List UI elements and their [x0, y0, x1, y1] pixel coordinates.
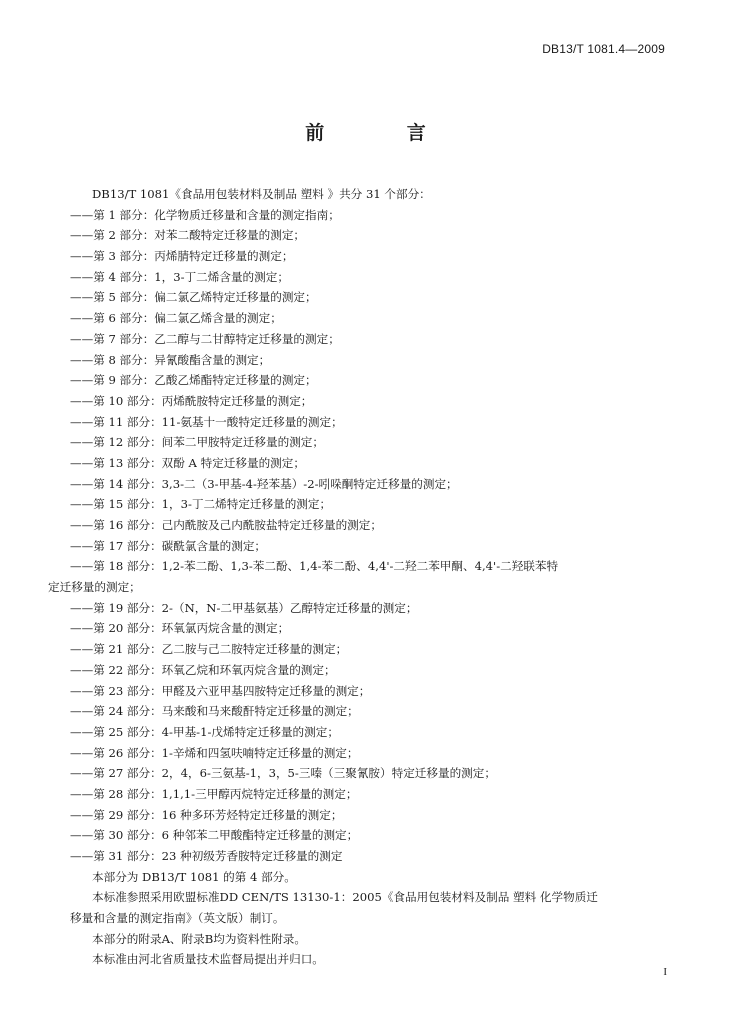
part-18-line-2: 定迁移量的测定；: [48, 580, 141, 595]
paragraph-reference-line-1: 本标准参照采用欧盟标准DD CEN/TS 13130-1：2005《食品用包装材料及制品 塑料 化学物质迁: [92, 890, 598, 905]
list-item: ——第 10 部分：丙烯酰胺特定迁移量的测定；: [70, 393, 313, 408]
document-body: [48, 184, 664, 970]
list-item: ——第 7 部分：乙二醇与二甘醇特定迁移量的测定；: [70, 331, 340, 346]
list-item: ——第 19 部分：2-（N，N-二甲基氨基）乙醇特定迁移量的测定；: [70, 600, 418, 615]
list-item: ——第 26 部分：1-辛烯和四氢呋喃特定迁移量的测定；: [70, 745, 359, 760]
part-18-line-1: ——第 18 部分：1,2-苯二酚、1,3-苯二酚、1,4-苯二酚、4,4'-二羟二苯甲酮、4,4'-二羟联苯特: [70, 559, 559, 574]
list-item: ——第 4 部分：1，3-丁二烯含量的测定；: [70, 269, 289, 284]
list-item: ——第 31 部分：23 种初级芳香胺特定迁移量的测定: [70, 849, 343, 863]
list-item: ——第 15 部分：1，3-丁二烯特定迁移量的测定；: [70, 497, 332, 512]
standard-number: DB13/T 1081.4—2009: [542, 42, 665, 56]
list-item: ——第 28 部分：1,1,1-三甲醇丙烷特定迁移量的测定；: [70, 786, 358, 801]
page-number: I: [663, 966, 667, 978]
list-item: ——第 14 部分：3,3-二（3-甲基-4-羟苯基）-2-吲哚酮特定迁移量的测定；: [70, 476, 458, 491]
list-item: ——第 3 部分：丙烯腈特定迁移量的测定；: [70, 249, 294, 264]
list-item: ——第 6 部分：偏二氯乙烯含量的测定；: [70, 311, 282, 326]
paragraph-part-number: 本部分为 DB13/T 1081 的第 4 部分。: [92, 869, 296, 884]
paragraph-authority: 本标准由河北省质量技术监督局提出并归口。: [92, 952, 324, 967]
list-item: ——第 24 部分：马来酸和马来酸酐特定迁移量的测定；: [70, 704, 359, 719]
list-item: ——第 20 部分：环氧氯丙烷含量的测定；: [70, 621, 290, 636]
list-item: ——第 11 部分：11-氨基十一酸特定迁移量的测定；: [70, 414, 343, 429]
list-item: ——第 25 部分：4-甲基-1-戊烯特定迁移量的测定；: [70, 724, 339, 739]
list-item: ——第 2 部分：对苯二酸特定迁移量的测定；: [70, 228, 306, 243]
list-item: ——第 21 部分：乙二胺与己二胺特定迁移量的测定；: [70, 642, 348, 657]
parts-list: [70, 205, 664, 557]
list-item: ——第 16 部分：己内酰胺及己内酰胺盐特定迁移量的测定；: [70, 518, 382, 532]
list-item: ——第 13 部分：双酚 A 特定迁移量的测定；: [70, 455, 305, 470]
page-title: 前 言: [305, 122, 464, 144]
list-item: ——第 29 部分：16 种多环芳烃特定迁移量的测定；: [70, 807, 343, 822]
list-item: ——第 23 部分：甲醛及六亚甲基四胺特定迁移量的测定；: [70, 683, 371, 698]
list-item: ——第 30 部分：6 种邻苯二甲酸酯特定迁移量的测定；: [70, 828, 359, 843]
list-item: ——第 17 部分：碳酰氯含量的测定；: [70, 538, 267, 553]
list-item: ——第 8 部分：异氰酸酯含量的测定；: [70, 352, 271, 367]
list-item: ——第 1 部分：化学物质迁移量和含量的测定指南；: [70, 207, 340, 222]
paragraph-annex: 本部分的附录A、附录B均为资料性附录。: [92, 931, 306, 946]
list-item: ——第 9 部分：乙酸乙烯酯特定迁移量的测定；: [70, 373, 317, 388]
paragraph-reference-line-2: 移量和含量的测定指南》（英文版）制订。: [70, 911, 285, 926]
list-item: ——第 12 部分：间苯二甲胺特定迁移量的测定；: [70, 435, 324, 450]
parts-list-continued: [70, 598, 664, 867]
list-item: ——第 22 部分：环氧乙烷和环氧丙烷含量的测定；: [70, 662, 336, 677]
list-item: ——第 5 部分：偏二氯乙烯特定迁移量的测定；: [70, 290, 317, 305]
intro-text: DB13/T 1081《食品用包装材料及制品 塑料 》共分 31 个部分：: [92, 187, 431, 201]
list-item: ——第 27 部分：2，4，6-三氨基-1，3，5-三嗪（三聚氰胺）特定迁移量的测定；: [70, 766, 496, 781]
